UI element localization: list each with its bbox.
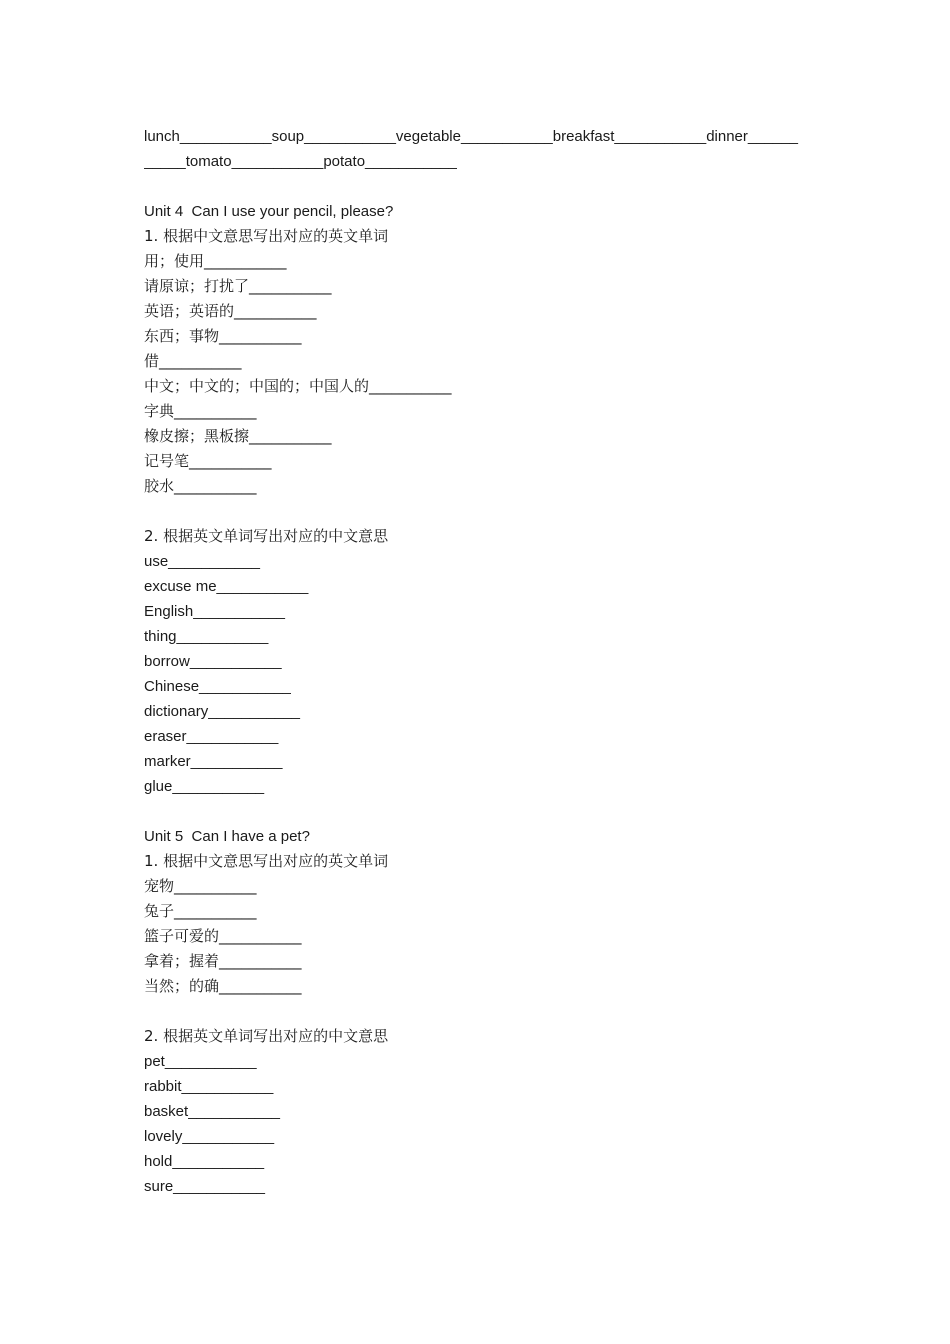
unit4-s2-item: eraser___________ bbox=[144, 728, 279, 745]
unit4-section2-heading: 2. 根据英文单词写出对应的中文意思 bbox=[144, 527, 389, 545]
unit5-s1-item: 兔子___________ bbox=[144, 902, 257, 920]
unit4-s1-item: 字典___________ bbox=[144, 402, 257, 420]
unit4-s2-item: excuse me___________ bbox=[144, 578, 309, 595]
spacer bbox=[144, 799, 824, 824]
unit5-section1-heading: 1. 根据中文意思写出对应的英文单词 bbox=[144, 852, 389, 870]
unit4-s1-item: 英语；英语的___________ bbox=[144, 302, 317, 320]
food-vocab-line-1: lunch___________soup___________vegetable___________breakfast___________dinner______ bbox=[144, 128, 798, 145]
unit4-s1-item: 中文；中文的；中国的；中国人的___________ bbox=[144, 377, 452, 395]
unit5-section2-heading: 2. 根据英文单词写出对应的中文意思 bbox=[144, 1027, 389, 1045]
unit5-s1-item: 宠物___________ bbox=[144, 877, 257, 895]
unit4-s2-item: marker___________ bbox=[144, 753, 283, 770]
unit4-s1-item: 东西；事物___________ bbox=[144, 327, 302, 345]
unit4-s2-item: English___________ bbox=[144, 603, 285, 620]
unit4-s1-item: 橡皮擦；黑板擦___________ bbox=[144, 427, 332, 445]
spacer bbox=[144, 174, 824, 199]
unit5-s2-item: rabbit___________ bbox=[144, 1078, 274, 1095]
unit5-s2-item: hold___________ bbox=[144, 1153, 265, 1170]
unit4-s1-item: 用；使用___________ bbox=[144, 252, 287, 270]
unit5-s2-item: sure___________ bbox=[144, 1178, 265, 1195]
unit4-s1-item: 记号笔___________ bbox=[144, 452, 272, 470]
spacer bbox=[144, 999, 824, 1024]
unit4-s2-item: Chinese___________ bbox=[144, 678, 291, 695]
unit4-s2-item: borrow___________ bbox=[144, 653, 282, 670]
unit4-s1-item: 请原谅；打扰了___________ bbox=[144, 277, 332, 295]
food-vocab-line-2: _____tomato___________potato___________ bbox=[144, 153, 457, 170]
unit5-s1-item: 拿着；握着___________ bbox=[144, 952, 302, 970]
unit4-title: Unit 4 Can I use your pencil, please? bbox=[144, 203, 394, 220]
unit5-s2-item: basket___________ bbox=[144, 1103, 280, 1120]
unit4-s2-item: glue___________ bbox=[144, 778, 265, 795]
document-page bbox=[144, 124, 824, 1199]
spacer bbox=[144, 499, 824, 524]
unit4-section1-heading: 1. 根据中文意思写出对应的英文单词 bbox=[144, 227, 389, 245]
unit4-s1-item: 胶水___________ bbox=[144, 477, 257, 495]
unit4-s1-item: 借___________ bbox=[144, 352, 242, 370]
unit5-s2-item: pet___________ bbox=[144, 1053, 257, 1070]
unit5-s1-item: 当然；的确___________ bbox=[144, 977, 302, 995]
unit4-s2-item: thing___________ bbox=[144, 628, 269, 645]
unit4-s2-item: dictionary___________ bbox=[144, 703, 300, 720]
unit5-s2-item: lovely___________ bbox=[144, 1128, 275, 1145]
unit5-s1-item: 篮子可爱的___________ bbox=[144, 927, 302, 945]
unit5-title: Unit 5 Can I have a pet? bbox=[144, 828, 310, 845]
unit4-s2-item: use___________ bbox=[144, 553, 260, 570]
